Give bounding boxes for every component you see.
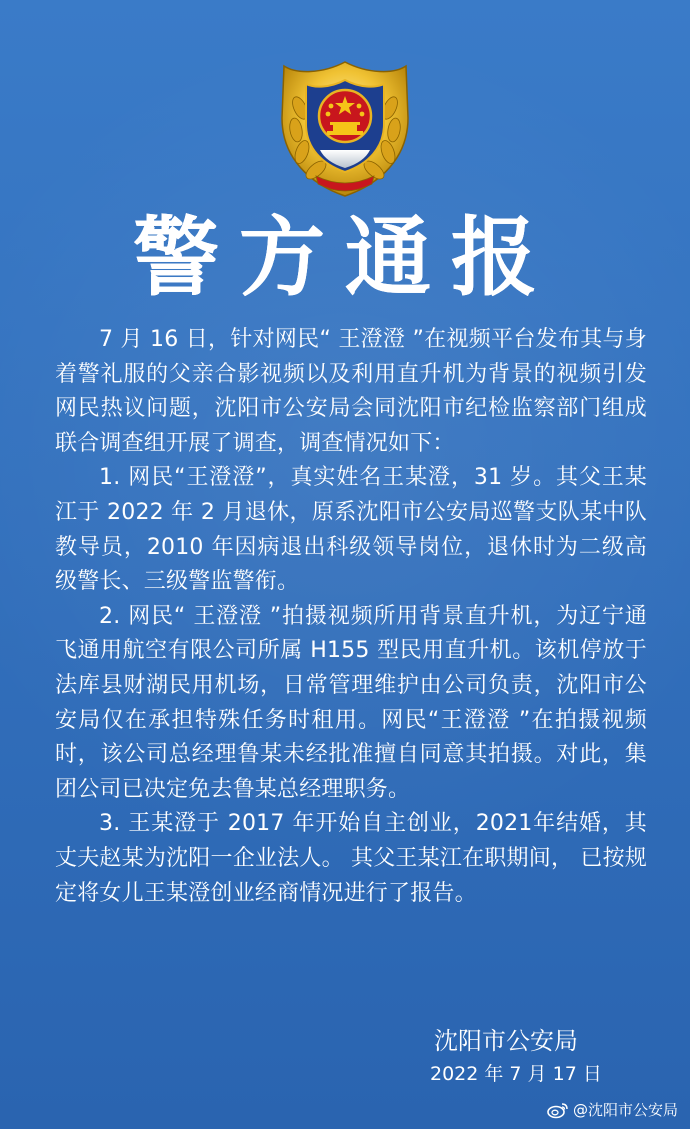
item-2-paragraph: 2. 网民“ 王澄澄 ”拍摄视频所用背景直升机，为辽宁通飞通用航空有限公司所属 H155 型民用直升机。该机停放于法库县财湖民用机场，日常管理维护由公司负责，沈阳市公安局仅在承担特殊任务时租用。网民“王澄澄 ”在拍摄视频时，该公司总经理鲁某未经批准擅自同意其拍摄。对此，集团公司已决定免去鲁某总经理职务。 xyxy=(55,603,647,802)
item-3-paragraph: 3. 王某澄于 2017 年开始自主创业，2021年结婚，其丈夫赵某为沈阳一企业法人。 其父王某江在职期间， 已按规定将女儿王某澄创业经商情况进行了报告。 xyxy=(55,811,647,906)
police-emblem-icon xyxy=(276,58,414,200)
signature-org: 沈阳市公安局 xyxy=(434,1027,578,1055)
item-1-paragraph: 1. 网民“王澄澄”，真实姓名王某澄，31 岁。其父王某江于 2022 年 2 月退休，原系沈阳市公安局巡警支队某中队教导员，2010 年因病退出科级领导岗位，退休时为二级高级警长、三级警监警衔。 xyxy=(55,465,647,595)
intro-paragraph: 7 月 16 日，针对网民“ 王澄澄 ”在视频平台发布其与身着警礼服的父亲合影视频以及利用直升机为背景的视频引发网民热议问题，沈阳市公安局会同沈阳市纪检监察部门组成联合调查组开展了调查，调查情况如下： xyxy=(55,327,647,456)
notice-title: 警方通报 xyxy=(133,207,557,308)
signature-block xyxy=(430,1025,610,1089)
signature-date: 2022 年 7 月 17 日 xyxy=(430,1063,602,1085)
notice-body xyxy=(55,323,647,911)
watermark-text: @沈阳市公安局 xyxy=(572,1101,678,1119)
weibo-watermark xyxy=(547,1100,678,1120)
weibo-icon xyxy=(547,1101,569,1119)
